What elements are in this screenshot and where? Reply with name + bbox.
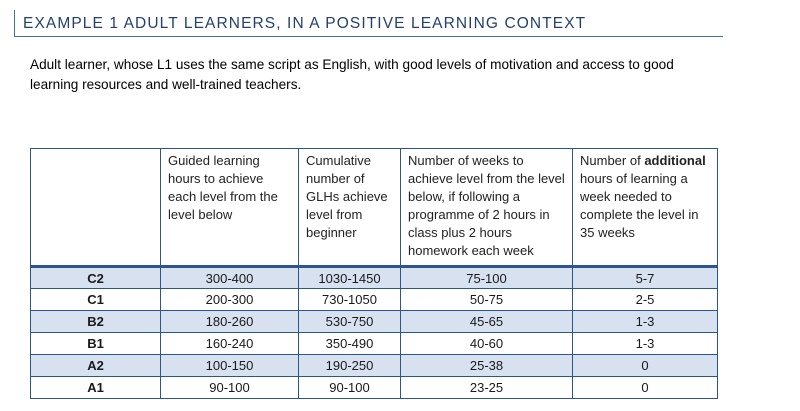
cell-weeks: 50-75 xyxy=(401,289,573,311)
cell-level: B2 xyxy=(31,311,161,333)
cell-glh: 90-100 xyxy=(161,377,299,399)
cell-level: C2 xyxy=(31,267,161,289)
proficiency-hours-table xyxy=(30,148,718,399)
cell-level: B1 xyxy=(31,333,161,355)
table-row xyxy=(31,333,718,355)
cell-glh: 160-240 xyxy=(161,333,299,355)
section-heading-bar xyxy=(14,10,723,37)
cell-glh: 180-260 xyxy=(161,311,299,333)
cell-additional: 0 xyxy=(573,355,718,377)
cell-additional: 1-3 xyxy=(573,333,718,355)
header-additional-post: hours of learning a week needed to complete the level in 35 weeks xyxy=(580,171,699,240)
cell-weeks: 40-60 xyxy=(401,333,573,355)
intro-line: learning resources and well-trained teachers. xyxy=(30,77,302,92)
cell-glh: 200-300 xyxy=(161,289,299,311)
cell-weeks: 25-38 xyxy=(401,355,573,377)
cell-glh: 300-400 xyxy=(161,267,299,289)
cell-cumulative: 350-490 xyxy=(299,333,401,355)
cell-level: A1 xyxy=(31,377,161,399)
cell-glh: 100-150 xyxy=(161,355,299,377)
cell-weeks: 23-25 xyxy=(401,377,573,399)
cell-cumulative: 530-750 xyxy=(299,311,401,333)
table-header-row xyxy=(31,149,718,267)
cell-additional: 5-7 xyxy=(573,267,718,289)
table-row xyxy=(31,355,718,377)
cell-level: A2 xyxy=(31,355,161,377)
header-level xyxy=(31,149,161,267)
cell-cumulative: 90-100 xyxy=(299,377,401,399)
header-additional-hours xyxy=(573,149,718,267)
header-guided-hours: Guided learning hours to achieve each level from the level below xyxy=(161,149,299,267)
header-additional-bold: additional xyxy=(644,153,706,168)
table-row xyxy=(31,377,718,399)
cell-cumulative: 190-250 xyxy=(299,355,401,377)
cell-additional: 1-3 xyxy=(573,311,718,333)
table-row xyxy=(31,289,718,311)
cell-additional: 0 xyxy=(573,377,718,399)
table-row xyxy=(31,267,718,289)
cell-weeks: 75-100 xyxy=(401,267,573,289)
cell-level: C1 xyxy=(31,289,161,311)
cell-cumulative: 1030-1450 xyxy=(299,267,401,289)
header-cumulative: Cumulative number of GLHs achieve level from beginner xyxy=(299,149,401,267)
intro-line: Adult learner, whose L1 uses the same script as English, with good levels of motivation and access to good xyxy=(30,57,674,72)
cell-additional: 2-5 xyxy=(573,289,718,311)
section-heading: EXAMPLE 1 ADULT LEARNERS, IN A POSITIVE LEARNING CONTEXT xyxy=(23,15,587,32)
cell-weeks: 45-65 xyxy=(401,311,573,333)
header-additional-pre: Number of xyxy=(580,153,641,168)
cell-cumulative: 730-1050 xyxy=(299,289,401,311)
header-weeks: Number of weeks to achieve level from the level below, if following a programme of 2 hours in class plus 2 hours homework each week xyxy=(401,149,573,267)
table-row xyxy=(31,311,718,333)
intro-paragraph xyxy=(30,55,720,95)
